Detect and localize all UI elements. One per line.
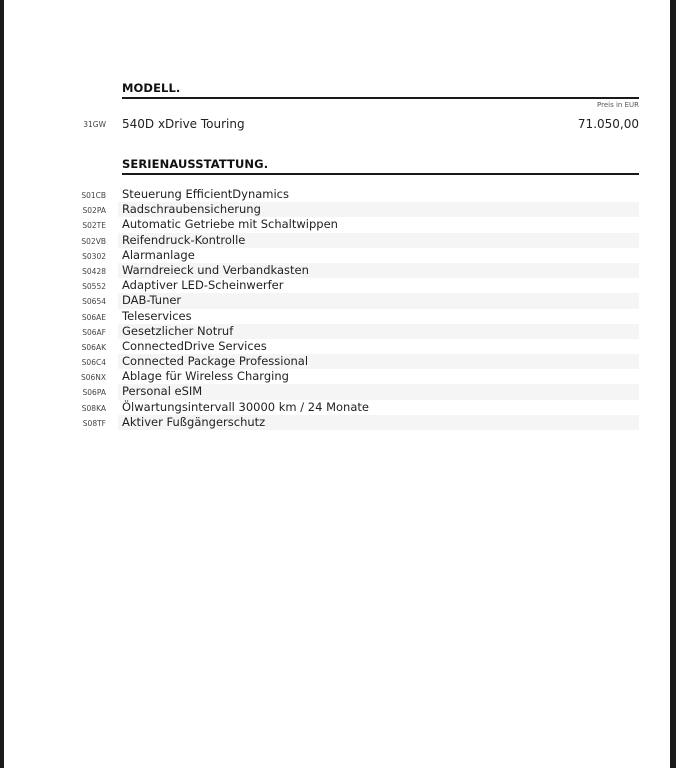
price-header: Preis in EUR — [597, 101, 639, 109]
list-item — [4, 278, 670, 293]
equipment-code: S0428 — [82, 266, 106, 276]
list-item — [4, 324, 670, 339]
window-edge-right — [670, 0, 676, 768]
equipment-code: S02VB — [81, 236, 106, 246]
equipment-name: ConnectedDrive Services — [122, 338, 267, 353]
equipment-name: Aktiver Fußgängerschutz — [122, 414, 266, 429]
list-item — [4, 354, 670, 369]
list-item — [4, 202, 670, 217]
list-item — [4, 415, 670, 430]
equipment-code: S02PA — [82, 206, 106, 216]
model-section-title: MODELL. — [122, 81, 181, 95]
equipment-name: Ölwartungsintervall 30000 km / 24 Monate — [122, 399, 369, 414]
equipment-section-rule — [122, 173, 639, 175]
list-item — [4, 263, 670, 278]
equipment-code: S06C4 — [81, 358, 106, 368]
equipment-name: Teleservices — [122, 308, 192, 323]
model-row — [4, 116, 670, 134]
equipment-code: S06AE — [81, 312, 106, 322]
equipment-section-title: SERIENAUSSTATTUNG. — [122, 157, 269, 171]
equipment-name: Adaptiver LED-Scheinwerfer — [122, 278, 284, 293]
equipment-name: Automatic Getriebe mit Schaltwippen — [122, 217, 338, 232]
model-code: 31GW — [83, 120, 106, 129]
equipment-code: S06PA — [82, 388, 106, 398]
equipment-code: S02TE — [82, 221, 106, 231]
equipment-code: S08TF — [82, 418, 106, 428]
equipment-code: S08KA — [81, 403, 106, 413]
equipment-name: DAB-Tuner — [122, 293, 182, 308]
equipment-name: Alarmanlage — [122, 247, 195, 262]
equipment-name: Connected Package Professional — [122, 354, 309, 369]
equipment-name: Warndreieck und Verbandkasten — [122, 262, 309, 277]
document-page — [4, 0, 670, 768]
equipment-name: Ablage für Wireless Charging — [122, 369, 289, 384]
equipment-name: Steuerung EfficientDynamics — [122, 187, 289, 201]
equipment-code: S01CB — [81, 191, 106, 200]
equipment-name: Personal eSIM — [122, 384, 203, 399]
equipment-name: Gesetzlicher Notruf — [122, 323, 234, 338]
equipment-code: S0302 — [82, 251, 106, 261]
model-section-rule — [122, 97, 639, 99]
list-item — [4, 384, 670, 399]
list-item — [4, 309, 670, 324]
equipment-name: Radschraubensicherung — [122, 202, 261, 217]
equipment-list — [4, 187, 670, 430]
equipment-name: Reifendruck-Kontrolle — [122, 232, 246, 247]
list-item — [4, 233, 670, 248]
equipment-code: S06AK — [81, 342, 106, 352]
list-item — [4, 217, 670, 232]
equipment-code: S06NX — [80, 373, 106, 383]
equipment-code: S06AF — [82, 327, 106, 337]
equipment-code: S0552 — [82, 282, 106, 292]
model-name: 540D xDrive Touring — [122, 117, 245, 131]
equipment-code: S0654 — [82, 297, 106, 307]
list-item — [4, 187, 670, 202]
list-item — [4, 369, 670, 384]
list-item — [4, 293, 670, 308]
model-price: 71.050,00 — [577, 117, 639, 131]
list-item — [4, 339, 670, 354]
list-item — [4, 400, 670, 415]
list-item — [4, 248, 670, 263]
